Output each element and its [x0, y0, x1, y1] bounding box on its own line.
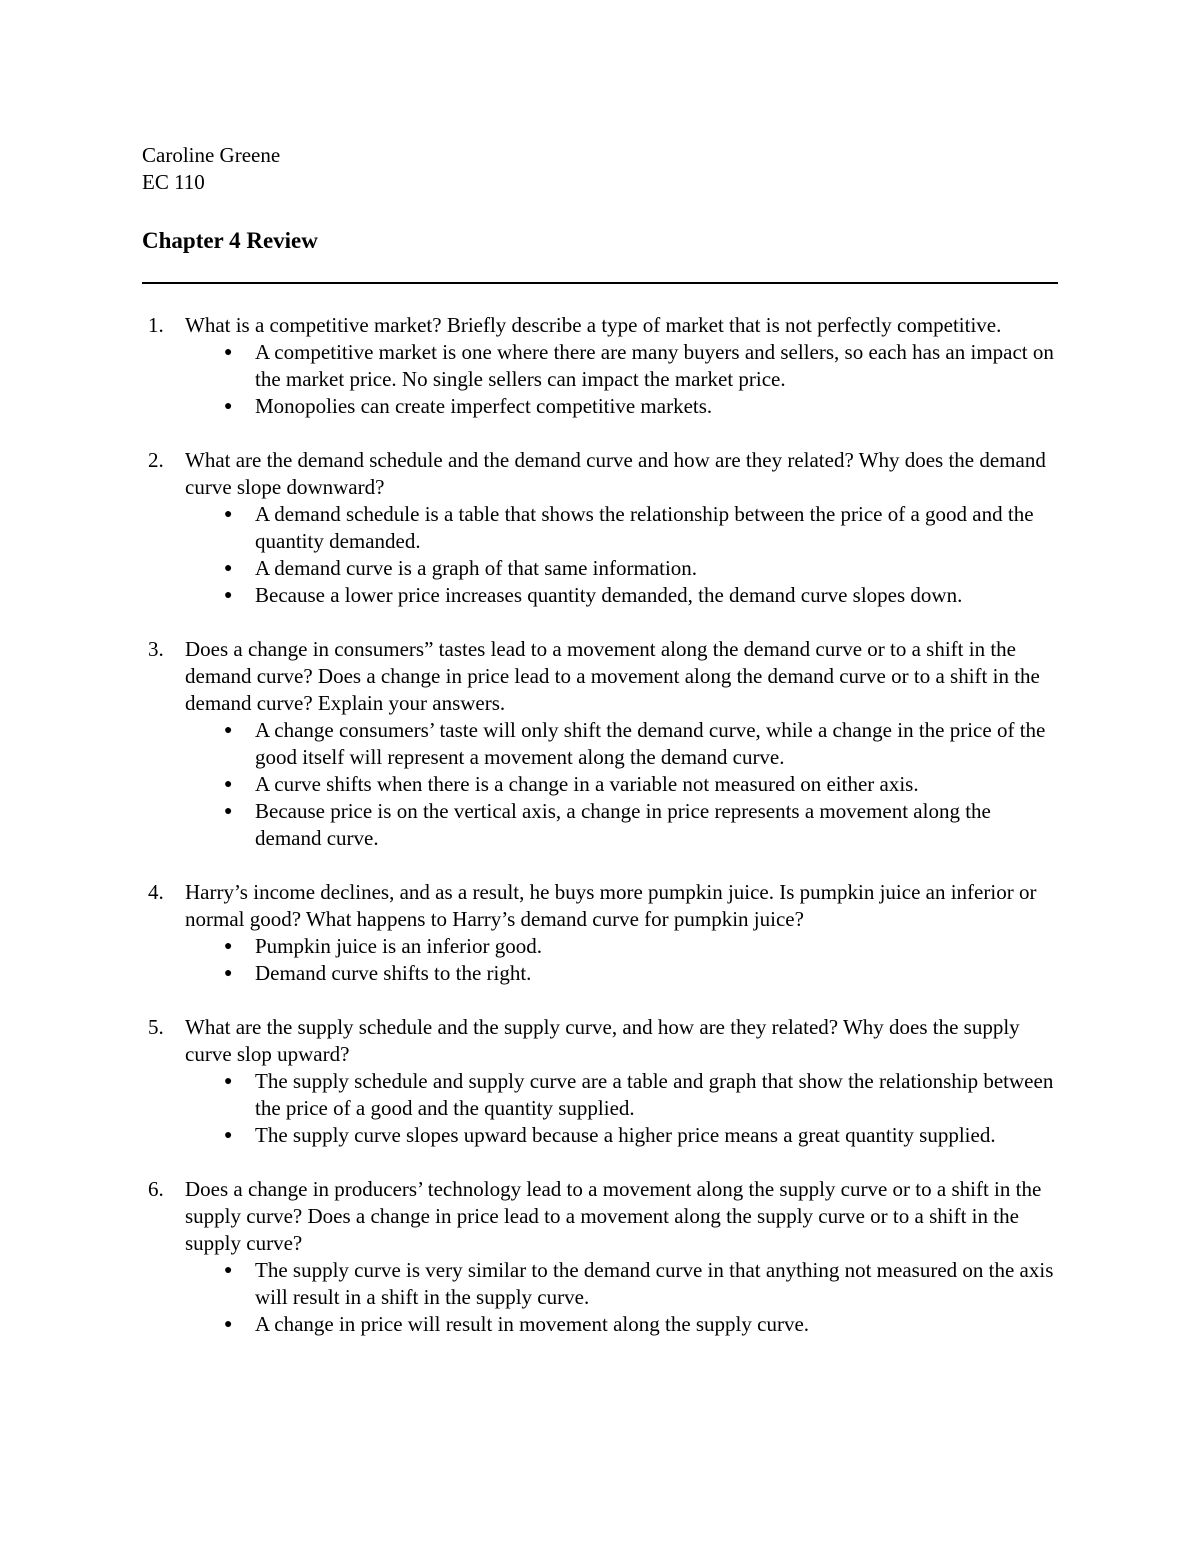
answer-item — [185, 339, 1058, 393]
question-item — [142, 1014, 1058, 1149]
question-item — [142, 636, 1058, 852]
question-text: Harry’s income declines, and as a result, he buys more pumpkin juice. Is pumpkin juice an inferior or normal good? What happens to Harry’s demand curve for pumpkin juice? — [185, 880, 1037, 931]
question-text: Does a change in producers’ technology lead to a movement along the supply curve or to a shift in the supply curve? Does a change in price lead to a movement along the supply curve or to a shift in the supply curve? — [185, 1177, 1042, 1255]
document-title: Chapter 4 Review — [142, 228, 318, 253]
answer-list — [185, 1257, 1058, 1338]
bullet-icon: ● — [224, 588, 233, 603]
answer-text: A change in price will result in movement along the supply curve. — [255, 1312, 810, 1336]
answer-item — [185, 1122, 1058, 1149]
question-number: 6. — [148, 1177, 164, 1201]
answer-item — [185, 960, 1058, 987]
answer-item — [185, 1068, 1058, 1122]
answer-text: A demand schedule is a table that shows the relationship between the price of a good and the quantity demanded. — [255, 502, 1034, 553]
answer-list — [185, 339, 1058, 420]
bullet-icon: ● — [224, 1128, 233, 1143]
question-number: 4. — [148, 880, 164, 904]
course-code: EC 110 — [142, 170, 205, 194]
bullet-icon: ● — [224, 399, 233, 414]
answer-text: Monopolies can create imperfect competitive markets. — [255, 394, 713, 418]
question-text: What are the demand schedule and the demand curve and how are they related? Why does the demand curve slope downward? — [185, 448, 1046, 499]
answer-item — [185, 393, 1058, 420]
bullet-icon: ● — [224, 1317, 233, 1332]
answer-text: The supply schedule and supply curve are a table and graph that show the relationship between the price of a good and the quantity supplied. — [255, 1069, 1054, 1120]
question-item — [142, 1176, 1058, 1338]
answer-text: The supply curve slopes upward because a higher price means a great quantity supplied. — [255, 1123, 996, 1147]
question-text: What are the supply schedule and the supply curve, and how are they related? Why does the supply curve slop upward? — [185, 1015, 1020, 1066]
bullet-icon: ● — [224, 939, 233, 954]
answer-text: Because price is on the vertical axis, a change in price represents a movement along the demand curve. — [255, 799, 991, 850]
answer-text: A demand curve is a graph of that same information. — [255, 556, 698, 580]
answer-item — [185, 555, 1058, 582]
title-divider — [142, 282, 1058, 284]
bullet-icon: ● — [224, 1074, 233, 1089]
answer-text: Demand curve shifts to the right. — [255, 961, 532, 985]
author-name: Caroline Greene — [142, 143, 281, 167]
bullet-icon: ● — [224, 345, 233, 360]
answer-text: A competitive market is one where there are many buyers and sellers, so each has an impact on the market price. No single sellers can impact the market price. — [255, 340, 1054, 391]
question-number: 3. — [148, 637, 164, 661]
bullet-icon: ● — [224, 1263, 233, 1278]
answer-item — [185, 771, 1058, 798]
answer-text: A change consumers’ taste will only shift the demand curve, while a change in the price of the good itself will represent a movement along the demand curve. — [255, 718, 1046, 769]
answer-list — [185, 717, 1058, 852]
answer-item — [185, 933, 1058, 960]
bullet-icon: ● — [224, 507, 233, 522]
question-item — [142, 312, 1058, 420]
answer-item — [185, 582, 1058, 609]
answer-list — [185, 501, 1058, 609]
answer-text: Pumpkin juice is an inferior good. — [255, 934, 542, 958]
question-text: What is a competitive market? Briefly describe a type of market that is not perfectly competitive. — [185, 313, 1002, 337]
bullet-icon: ● — [224, 561, 233, 576]
question-number: 5. — [148, 1015, 164, 1039]
answer-list — [185, 933, 1058, 987]
answer-item — [185, 501, 1058, 555]
bullet-icon: ● — [224, 804, 233, 819]
answer-item — [185, 798, 1058, 852]
answer-text: A curve shifts when there is a change in a variable not measured on either axis. — [255, 772, 919, 796]
question-text: Does a change in consumers” tastes lead to a movement along the demand curve or to a shift in the demand curve? Does a change in price lead to a movement along the demand curve or to a shift in the demand curve? Explain your answers. — [185, 637, 1040, 715]
answer-item — [185, 1311, 1058, 1338]
answer-item — [185, 717, 1058, 771]
answer-item — [185, 1257, 1058, 1311]
question-number: 1. — [148, 313, 164, 337]
bullet-icon: ● — [224, 966, 233, 981]
question-item — [142, 447, 1058, 609]
question-number: 2. — [148, 448, 164, 472]
bullet-icon: ● — [224, 777, 233, 792]
question-list — [142, 312, 1058, 1365]
answer-text: The supply curve is very similar to the demand curve in that anything not measured on the axis will result in a shift in the supply curve. — [255, 1258, 1054, 1309]
question-item — [142, 879, 1058, 987]
answer-text: Because a lower price increases quantity demanded, the demand curve slopes down. — [255, 583, 963, 607]
bullet-icon: ● — [224, 723, 233, 738]
answer-list — [185, 1068, 1058, 1149]
document-page — [142, 142, 1058, 1336]
